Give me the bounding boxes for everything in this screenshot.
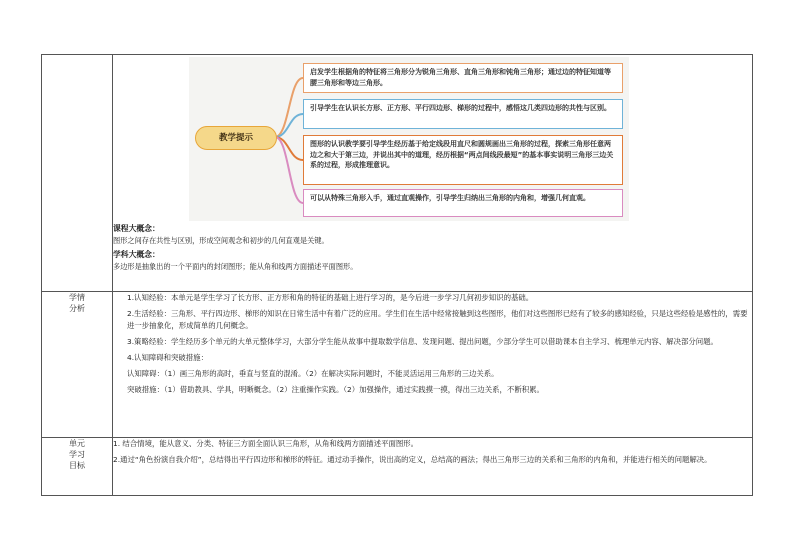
teaching-tips-mindmap [189, 57, 629, 221]
course-concept-text: 图形之间存在共性与区别，形成空间观念和初步的几何直观是关键。 [113, 236, 329, 245]
section-label: 分析 [69, 304, 85, 313]
section-label-cell [42, 438, 113, 496]
measure-text: 突破措施：（1）借助教具、学具，明晰概念。（2）注重操作实践。（2）加强操作，通过实践摸一摸，得出三边关系，不断积累。 [127, 385, 544, 394]
mindmap-box: 可以从特殊三角形入手，通过直观操作，引导学生归纳出三角形的内角和，增强几何直观。 [303, 189, 623, 217]
goal-item: 2.通过“角色扮演自我介绍”，总结得出平行四边形和梯形的特征。通过动手操作，说出高的定义，总结高的画法；得出三角形三边的关系和三角形的内角和，并能进行相关的问题解决。 [113, 455, 712, 464]
content-cell [113, 438, 753, 496]
section-label: 学情 [69, 293, 85, 302]
empty-label-cell [42, 55, 113, 292]
subject-concept-title: 学科大概念： [113, 250, 160, 259]
section-label: 目标 [69, 461, 85, 470]
table-row [42, 292, 753, 438]
analysis-item: 4.认知障碍和突破措施： [127, 353, 208, 362]
analysis-item: 2.生活经验：三角形、平行四边形、梯形的知识在日常生活中有着广泛的应用。学生们在生活中经常接触到这些图形，他们对这些图形已经有了较多的感知经验，只是这些经验是感性的，需要进一步抽象化，形成简单的几何概念。 [127, 309, 748, 330]
content-cell [113, 55, 753, 292]
mindmap-box: 启发学生根据角的特征将三角形分为锐角三角形、直角三角形和钝角三角形；通过边的特征知道等腰三角形和等边三角形。 [303, 63, 623, 93]
analysis-item: 3.策略经验：学生经历多个单元的大单元整体学习，大部分学生能从故事中提取数学信息、发现问题、提出问题，少部分学生可以借助课本自主学习、梳理单元内容、解决部分问题。 [127, 337, 718, 346]
mindmap-box: 引导学生在认识长方形、正方形、平行四边形、梯形的过程中，感悟这几类四边形的共性与区别。 [303, 99, 623, 129]
lesson-plan-table [41, 54, 753, 496]
connector-line [275, 78, 303, 137]
content-cell [113, 292, 753, 438]
mindmap-center-node: 教学提示 [195, 126, 277, 150]
section-label: 单元 [69, 439, 85, 448]
section-label: 学习 [69, 450, 85, 459]
table-row [42, 55, 753, 292]
section-label-cell [42, 292, 113, 438]
subject-concept-text: 多边形是抽象出的一个平面内的封闭图形；能从角和线两方面描述平面图形。 [113, 262, 358, 271]
table-row [42, 438, 753, 496]
analysis-item: 1.认知经验：本单元是学生学习了长方形、正方形和角的特征的基础上进行学习的，是今后进一步学习几何初步知识的基础。 [127, 293, 534, 302]
goal-item: 1. 结合情境，能从意义、分类、特征三方面全面认识三角形，从角和线两方面描述平面图形。 [113, 439, 419, 448]
course-concept-title: 课程大概念： [113, 224, 160, 233]
barrier-text: 认知障碍：（1）画三角形的高时，垂直与竖直的混淆。（2）在解决实际问题时，不能灵活运用三角形的三边关系。 [127, 369, 499, 378]
mindmap-box: 图形的认识教学要引导学生经历基于给定线段用直尺和圆规画出三角形的过程，探索三角形任意两边之和大于第三边，并说出其中的道理，经历根据“两点间线段最短”的基本事实说明三角形三边关系的过程，形成推理意识。 [303, 135, 623, 185]
